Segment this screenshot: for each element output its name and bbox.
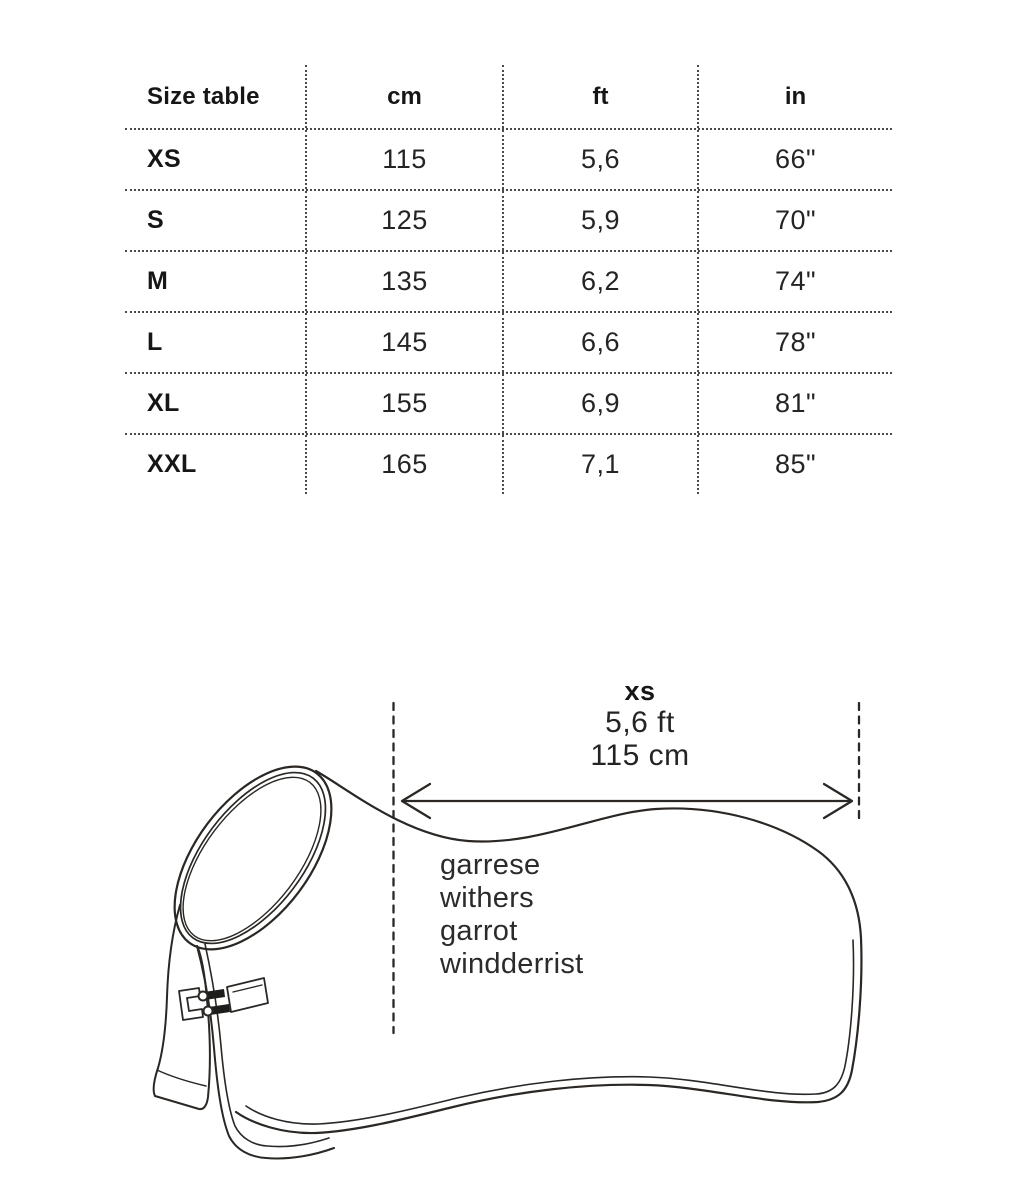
snap-hook-upper bbox=[199, 989, 226, 1001]
in-value: 66" bbox=[697, 130, 892, 189]
measurement-cm-label: 115 cm bbox=[590, 739, 690, 772]
in-value: 81" bbox=[697, 374, 892, 433]
col-header-cm: cm bbox=[305, 65, 502, 128]
measurement-size-label: xs bbox=[624, 676, 656, 706]
withers-label-it: garrese bbox=[440, 849, 541, 881]
cm-value: 135 bbox=[305, 252, 502, 311]
size-label: XS bbox=[147, 145, 181, 173]
withers-label-en: withers bbox=[440, 882, 534, 914]
size-label: M bbox=[147, 267, 169, 295]
neck-opening bbox=[144, 739, 363, 977]
ft-value: 5,6 bbox=[502, 130, 697, 189]
ft-value: 6,2 bbox=[502, 252, 697, 311]
cm-value: 145 bbox=[305, 313, 502, 372]
chest-strap-right-tab bbox=[227, 978, 268, 1012]
in-value: 74" bbox=[697, 252, 892, 311]
size-label: S bbox=[147, 206, 164, 234]
in-value: 78" bbox=[697, 313, 892, 372]
col-header-ft: ft bbox=[502, 65, 697, 128]
cm-value: 165 bbox=[305, 435, 502, 494]
withers-label-de: windderrist bbox=[440, 948, 584, 980]
measurement-ft-label: 5,6 ft bbox=[605, 706, 675, 739]
in-value: 85" bbox=[697, 435, 892, 494]
table-title: Size table bbox=[147, 82, 260, 110]
measurement-labels bbox=[490, 676, 790, 772]
withers-label-fr: garrot bbox=[440, 915, 518, 947]
col-header-in: in bbox=[697, 65, 892, 128]
size-label: XL bbox=[147, 389, 180, 417]
in-value: 70" bbox=[697, 191, 892, 250]
ft-value: 6,6 bbox=[502, 313, 697, 372]
ft-value: 7,1 bbox=[502, 435, 697, 494]
cm-value: 155 bbox=[305, 374, 502, 433]
ft-value: 6,9 bbox=[502, 374, 697, 433]
cm-value: 115 bbox=[305, 130, 502, 189]
cm-value: 125 bbox=[305, 191, 502, 250]
withers-labels bbox=[440, 849, 584, 981]
ft-value: 5,9 bbox=[502, 191, 697, 250]
size-label: L bbox=[147, 328, 163, 356]
size-label: XXL bbox=[147, 450, 197, 478]
chest-strap-buckle bbox=[179, 978, 268, 1020]
